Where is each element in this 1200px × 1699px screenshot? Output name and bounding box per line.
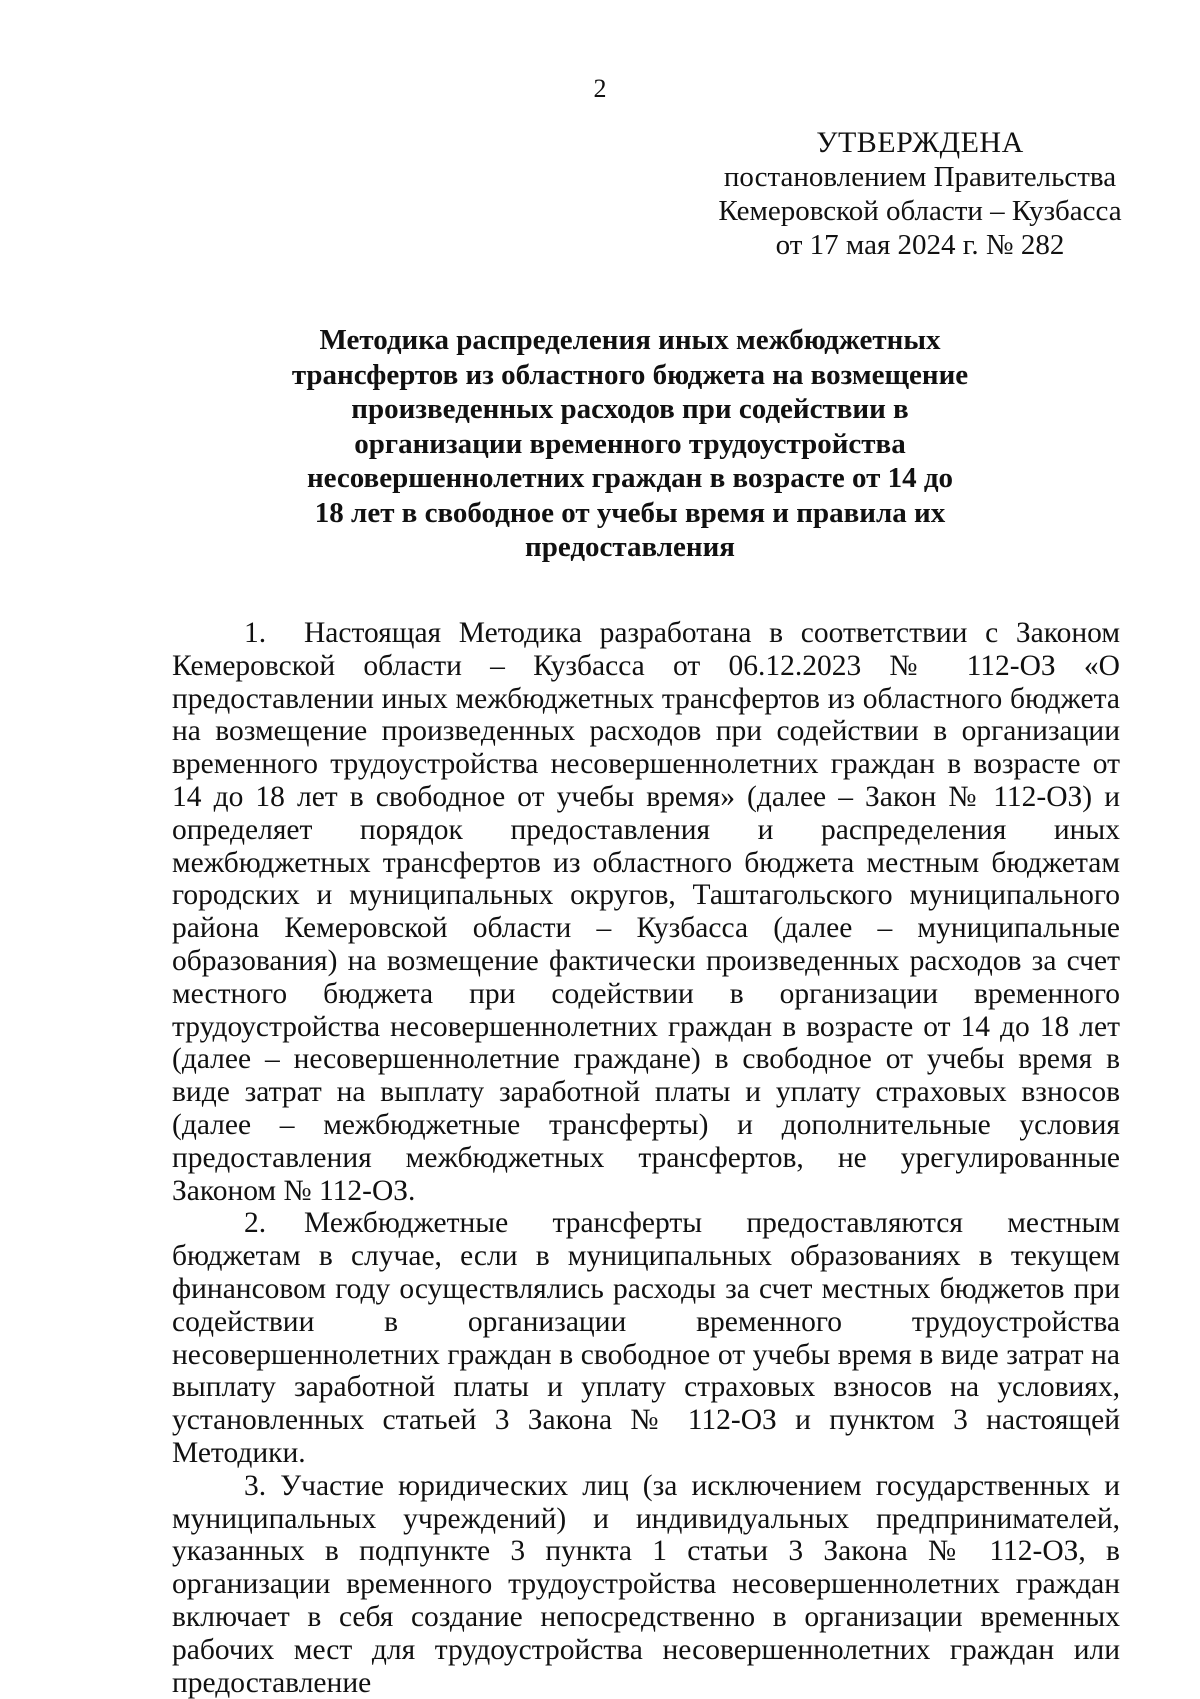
paragraph-text: Межбюджетные трансферты предоставляются местным бюджетам в случае, если в муниципальных образованиях в текущем финансовом году осуществлялись расходы за счет местных бюджетов при содействии в организации временного трудоустройства несовершеннолетних граждан в свободное от учебы время в виде затрат на выплату заработной платы и уплату страховых взносов на условиях, установленных статьей 3 Закона № 112-ОЗ и пунктом 3 настоящей Методики. — [172, 1207, 1120, 1469]
document-body — [172, 617, 1120, 1699]
paragraph-number: 1. — [244, 617, 267, 649]
title-line: трансфертов из областного бюджета на возмещение — [291, 358, 969, 391]
title-line: Методика распределения иных межбюджетных — [319, 324, 941, 356]
page-number: 2 — [593, 74, 607, 103]
approval-line-3: от 17 мая 2024 г. № 282 — [775, 229, 1065, 261]
paragraph-text: Участие юридических лиц (за исключением государственных и муниципальных учреждений) и индивидуальных предпринимателей, указанных в подпункте 3 пункта 1 статьи 3 Закона № 112-ОЗ, в организации временного трудоустройства несовершеннолетних граждан включает в себя создание непосредственно в организации временных рабочих мест для трудоустройства несовершеннолетних граждан или предоставление — [172, 1469, 1121, 1699]
title-line: несовершеннолетних граждан в возрасте от 14 до — [306, 462, 954, 494]
approval-stamp: УТВЕРЖДЕНА — [816, 126, 1024, 159]
paragraph-number: 3. — [244, 1469, 267, 1502]
paragraph-text: Настоящая Методика разработана в соответствии с Законом Кемеровской области – Кузбасса от 06.12.2023 № 112-ОЗ «О предоставлении иных межбюджетных трансфертов из областного бюджета на возмещение произведенных расходов при содействии в организации временного трудоустройства несовершеннолетних граждан в возрасте от 14 до 18 лет в свободное от учебы время» (далее – Закон № 112-ОЗ) и определяет порядок предоставления и распределения иных межбюджетных трансфертов из областного бюджета местным бюджетам городских и муниципальных округов, Таштагольского муниципального района Кемеровской области – Кузбасса (далее – муниципальные образования) на возмещение фактически произведенных расходов за счет местного бюджета при содействии в организации временного трудоустройства несовершеннолетних граждан в возрасте от 14 до 18 лет (далее – несовершеннолетние граждане) в свободное от учебы время в виде затрат на выплату заработной платы и уплату страховых взносов (далее – межбюджетные трансферты) и дополнительные условия предоставления межбюджетных трансфертов, не урегулированные Законом № 112-ОЗ. — [172, 617, 1120, 1207]
document-title — [250, 323, 1010, 565]
paragraph-1 — [172, 617, 1120, 1207]
title-line: организации временного трудоустройства — [354, 427, 906, 460]
approval-line-1: постановлением Правительства — [723, 161, 1117, 193]
title-line: 18 лет в свободное от учебы время и правила их — [314, 496, 946, 529]
paragraph-2 — [172, 1207, 1120, 1469]
approval-block — [700, 126, 1140, 262]
title-line: произведенных расходов при содействии в — [351, 393, 909, 425]
paragraph-number: 2. — [244, 1207, 267, 1240]
approval-line-2: Кемеровской области – Кузбасса — [718, 195, 1122, 227]
paragraph-3 — [172, 1470, 1120, 1699]
title-line: предоставления — [525, 531, 735, 563]
